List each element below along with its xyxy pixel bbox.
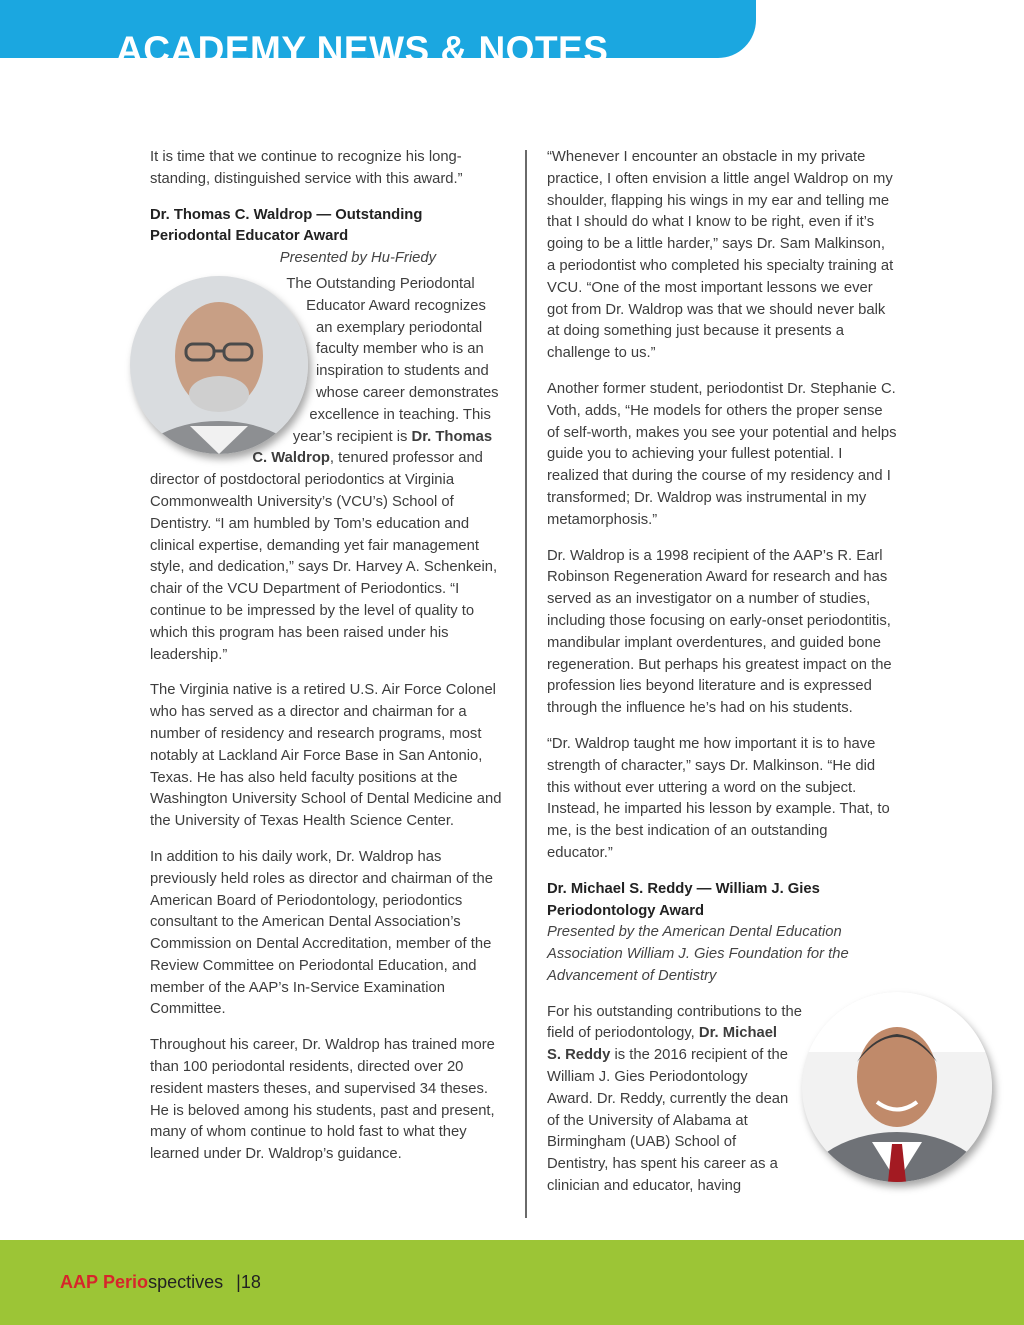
character-quote-paragraph: “Dr. Waldrop taught me how important it is to have strength of character,” says Dr. Malkinson. “He did this without ever uttering a word on the subject. Instead, he imparted his lesson by example. That, to me, is the best indication of an outstanding educator.”	[547, 735, 890, 861]
robinson-award-paragraph: Dr. Waldrop is a 1998 recipient of the AAP’s R. Earl Robinson Regeneration Award for research and has served as an investigator on a number of studies, including those focusing on early-onset periodontitis, mandibular implant overdentures, and guided bone regeneration. But perhaps his greatest impact on the profession lies beyond literature and is expressed through the influence he’s had on his students.	[547, 547, 892, 717]
footer-brand-line	[60, 1272, 261, 1293]
presented-by-adea: Presented by the American Dental Education Association William J. Gies Foundation for the Advancement of Dentistry	[547, 924, 849, 984]
intro-paragraph: It is time that we continue to recognize his long-standing, distinguished service with this award.”	[150, 149, 463, 187]
award-title-reddy: Dr. Michael S. Reddy — William J. Gies Periodontology Award	[547, 880, 820, 919]
reddy-name: Dr. Michael S. Reddy	[547, 1025, 778, 1064]
brand-aap: AAP	[60, 1272, 99, 1292]
right-column	[547, 147, 897, 1212]
waldrop-name: Dr. Thomas C. Waldrop	[252, 428, 493, 467]
brand-spectives: spectives	[148, 1272, 224, 1292]
waldrop-paragraph-3: In addition to his daily work, Dr. Waldrop has previously held roles as director and chairman of the American Board of Periodontology, periodontics consultant to the American Dental Association’s Commission on Dental Accreditation, member of the Review Committee on Periodontal Education, and member of the AAP’s In-Service Examination Committee.	[150, 848, 493, 1018]
waldrop-paragraph-1: The Outstanding Periodontal Educator Award recognizes an exemplary periodontal faculty member who is an inspiration to students and whose career demonstrates excellence in teaching. This year’s recipient is Dr. Thomas C. Waldrop, tenured professor and director of postdoctoral periodontics at Virginia Commonwealth University’s (VCU’s) School of Dentistry. “I am humbled by Tom’s education and clinical expertise, demanding yet fair management style, and dedication,” says Dr. Harvey A. Schenkein, chair of the VCU Department of Periodontics. “I continue to be impressed by the level of quality to which this program has been raised under his leadership.”	[150, 274, 506, 666]
waldrop-portrait-photo	[130, 276, 308, 454]
left-column	[150, 147, 506, 1180]
malkinson-quote-paragraph: “Whenever I encounter an obstacle in my private practice, I often envision a little angel Waldrop on my shoulder, flapping his wings in my ear and telling me that I should do what I know to be right, even if it’s going to be a little harder,” says Dr. Sam Malkinson, a periodontist who completed his specialty training at VCU. “One of the most important lessons we ever got from Dr. Waldrop was that we should never balk at doing something just because it presents a challenge to us.”	[547, 149, 894, 362]
waldrop-paragraph-4: Throughout his career, Dr. Waldrop has trained more than 100 periodontal residents, directed over 20 resident masters theses, and supervised 34 theses. He is beloved among his students, past and present, many of whom continue to hold fast to what they learned under Dr. Waldrop’s guidance.	[150, 1037, 495, 1163]
section-title: ACADEMY NEWS & NOTES	[116, 29, 609, 70]
waldrop-paragraph-2: The Virginia native is a retired U.S. Air Force Colonel who has served as a director and chairman for a number of residency and research programs, most notably at Lackland Air Force Base in San Antonio, Texas. He has also held faculty positions at the Washington University School of Dental Medicine and the University of Texas Health Science Center.	[150, 682, 502, 830]
waldrop-portrait-image	[130, 276, 308, 454]
reddy-portrait-image	[802, 992, 992, 1182]
brand-perio: Perio	[103, 1272, 149, 1292]
reddy-paragraph: For his outstanding contributions to the field of periodontology, Dr. Michael S. Reddy is the 2016 recipient of the William J. Gies Periodontology Award. Dr. Reddy, currently the dean of the University of Alabama at Birmingham (UAB) School of Dentistry, has spent his career as a clinician and educator, having	[547, 1002, 897, 1198]
reddy-portrait-photo	[802, 992, 992, 1182]
voth-quote-paragraph: Another former student, periodontist Dr. Stephanie C. Voth, adds, “He models for others the proper sense of self-worth, makes you see your potential and helps guide you to achieving your fullest potential. I realized that during the course of my residency and I transformed; Dr. Waldrop was instrumental in my metamorphosis.”	[547, 380, 897, 528]
presented-by-hu-friedy: Presented by Hu-Friedy	[279, 250, 436, 267]
column-divider	[525, 150, 527, 1218]
page-number: 18	[240, 1272, 261, 1292]
footer-band	[0, 1240, 1024, 1325]
page-separator: |	[236, 1272, 241, 1292]
award-title-waldrop: Dr. Thomas C. Waldrop — Outstanding Periodontal Educator Award	[150, 206, 423, 245]
